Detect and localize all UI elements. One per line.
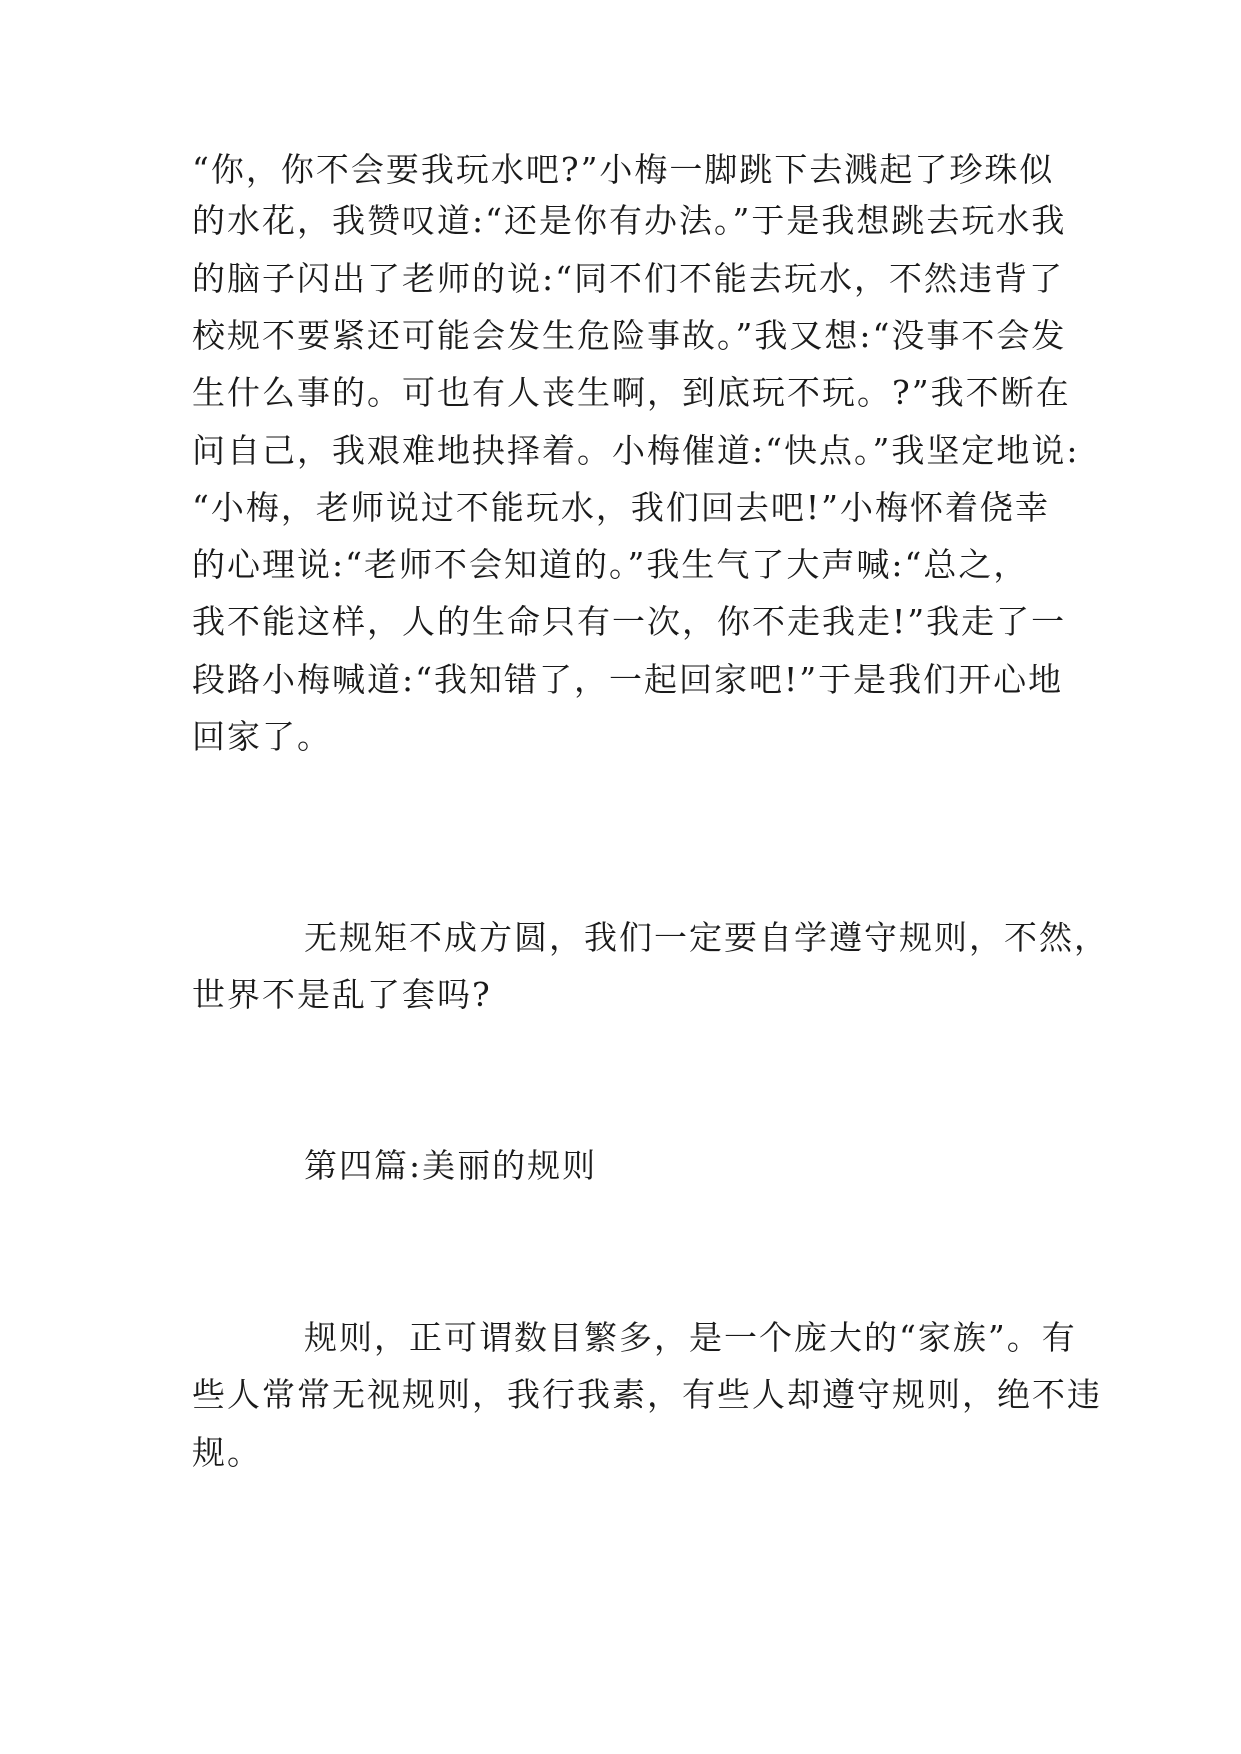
paragraph-line: 的心理说:“老师不会知道的。”我生气了大声喊:“总之， bbox=[192, 545, 1029, 584]
paragraph-line: 的水花，我赞叹道:“还是你有办法。”于是我想跳去玩水我 bbox=[192, 201, 1067, 240]
paragraph-line: 世界不是乱了套吗? bbox=[192, 975, 492, 1014]
paragraph-line: 我不能这样，人的生命只有一次，你不走我走!”我走了一 bbox=[192, 602, 1067, 641]
paragraph-line: 些人常常无视规则，我行我素，有些人却遵守规则，绝不违 bbox=[192, 1375, 1102, 1414]
paragraph-line: 规。 bbox=[192, 1433, 262, 1472]
paragraph-line: 问自己，我艰难地抉择着。小梅催道:“快点。”我坚定地说: bbox=[192, 431, 1080, 470]
paragraph-line: “你，你不会要我玩水吧?”小梅一脚跳下去溅起了珍珠似 bbox=[192, 150, 1055, 189]
paragraph-line: 校规不要紧还可能会发生危险事故。”我又想:“没事不会发 bbox=[192, 316, 1067, 355]
paragraph-line: “小梅，老师说过不能玩水，我们回去吧!”小梅怀着侥幸 bbox=[192, 488, 1051, 527]
paragraph-line: 规则，正可谓数目繁多，是一个庞大的“家族”。有 bbox=[304, 1318, 1077, 1357]
paragraph-line: 段路小梅喊道:“我知错了，一起回家吧!”于是我们开心地 bbox=[192, 660, 1064, 699]
section-heading: 第四篇:美丽的规则 bbox=[304, 1146, 598, 1185]
paragraph-line: 生什么事的。可也有人丧生啊，到底玩不玩。?”我不断在 bbox=[192, 373, 1071, 412]
paragraph-line: 的脑子闪出了老师的说:“同不们不能去玩水，不然违背了 bbox=[192, 259, 1064, 298]
paragraph-line: 无规矩不成方圆，我们一定要自学遵守规则，不然， bbox=[304, 918, 1109, 957]
paragraph-line: 回家了。 bbox=[192, 717, 332, 756]
